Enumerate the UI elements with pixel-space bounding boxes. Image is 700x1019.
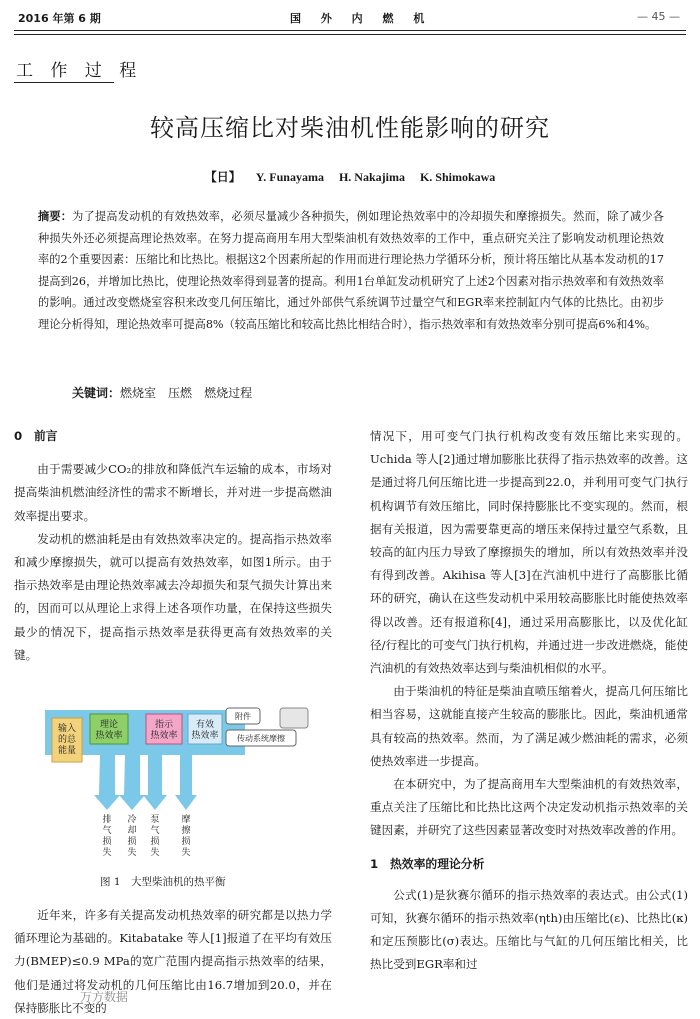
right-column [370, 425, 688, 977]
header-rule-thin [14, 34, 686, 35]
drivetrain-label: 传动系统摩擦 [237, 734, 285, 743]
left-column-lower [14, 904, 332, 1019]
indicated-line: 指示 [154, 720, 174, 730]
abstract-label: 摘要： [38, 210, 73, 223]
left-column-upper [14, 425, 332, 667]
keyword: 燃烧室 [120, 386, 157, 400]
keyword: 压燃 [168, 386, 193, 400]
watermark: 万方数据 [80, 990, 129, 1004]
paragraph: 公式(1)是狄赛尔循环的指示热效率的表达式。由公式(1)可知，狄赛尔循环的指示热效率(ηth)由压缩比(ε)、比热比(κ)和定压预膨比(σ)表达。压缩比与气缸的几何压缩比相关，比热比受到EGR率和过 [370, 887, 688, 972]
accessory-label: 附件 [235, 712, 251, 721]
section-label: 工 作 过 程 [16, 61, 143, 81]
loss-char: 却 [127, 826, 137, 836]
paragraph: 情况下，用可变气门执行机构改变有效压缩比来实现的。Uchida 等人[2]通过增加膨胀比获得了指示热效率的改善。这是通过将几何压缩比进一步提高到22.0，并利用可变气门执行机构调节有效压缩比，同时保持膨胀比不变实现的。然而，根据有关报道，因为需要靠更高的增压来保持过量空气系数，且较高的缸内压力导致了摩擦损失的增加，所以有效热效率并没有得到改善。Akihisa 等人[3]在汽油机中进行了高膨胀比循环的研究，确认在这些发动机中采用较高膨胀比时能使热效率得以改善。还有报道称[4]，通过采用高膨胀比，以及优化缸径/行程比的可变气门执行机构，并通过进一步改进燃烧，能使汽油机的有效热效率达到与柴油机相似的水平。 [370, 429, 688, 676]
paragraph: 在本研究中，为了提高商用车大型柴油机的有效热效率，重点关注了压缩比和比热比这两个决定发动机指示热效率的关键因素，并研究了这些因素显著改变时对热效率改善的作用。 [370, 777, 688, 838]
section-heading-intro: 0 前言 [14, 429, 58, 443]
effective-line: 有效 [195, 720, 215, 730]
loss-char: 失 [127, 848, 137, 858]
page-number: — 45 — [637, 10, 680, 23]
effective-line: 热效率 [191, 731, 219, 741]
abstract [38, 206, 664, 335]
keywords [72, 384, 252, 401]
loss-char: 气 [150, 826, 160, 836]
loss-arrow-pumping [143, 755, 167, 810]
paragraph: 近年来，许多有关提高发动机热效率的研究都是以热力学循环理论为基础的。Kitabatake 等人[1]报道了在平均有效压力(BMEP)≤0.9 MPa的宽广范围内提高指示热效率的结果，他们是通过将发动机的几何压缩比由16.7增加到20.0，并在保持膨胀比不变的 [14, 908, 332, 1015]
cooling-loss-label [127, 813, 136, 858]
abstract-text: 为了提高发动机的有效热效率，必须尽量减少各种损失，例如理论热效率中的冷却损失和摩擦损失。然而，除了减少各种损失外还必须提高理论热效率。在努力提高商用车用大型柴油机有效热效率的工作中，重点研究关注了影响发动机理论热效率的2个重要因素：压缩比和比热比。根据这2个因素所起的作用而进行理论热力学循环分析，预计将压缩比从基本发动机的17提高到26，并增加比热比，使理论热效率得到显著的提高。利用1台单缸发动机研究了上述2个因素对指示热效率和有效热效率的影响。通过改变燃烧室容积来改变几何压缩比，通过外部供气系统调节过量空气和EGR率来控制缸内气体的比热比。由初步理论分析得知，理论热效率可提高8%（较高压缩比和较高比热比相结合时），指示热效率和有效热效率分别可提高6%和4%。 [38, 210, 664, 331]
author-name: Y. Funayama [255, 170, 324, 184]
section-heading-theory: 1 热效率的理论分析 [370, 856, 485, 871]
author-name: H. Nakajima [338, 170, 405, 184]
heat-balance-figure [40, 700, 310, 860]
truck-icon [280, 708, 308, 728]
loss-char: 泵 [150, 815, 160, 825]
loss-char: 损 [102, 837, 112, 847]
paper-title: 较高压缩比对柴油机性能影响的研究 [150, 114, 550, 142]
theoretical-line: 理论 [99, 720, 119, 730]
loss-arrow-cooling [119, 755, 145, 810]
loss-char: 失 [150, 848, 160, 858]
input-energy-label [58, 722, 77, 756]
pumping-loss-label [150, 814, 159, 858]
loss-char: 摩 [181, 815, 191, 825]
loss-char: 排 [102, 815, 112, 825]
figure-caption: 图 1 大型柴油机的热平衡 [100, 876, 226, 888]
exhaust-loss-label [102, 813, 111, 858]
loss-char: 擦 [181, 826, 191, 836]
loss-arrow-friction [175, 755, 197, 810]
loss-char: 损 [127, 837, 137, 847]
input-energy-line: 的总 [57, 735, 77, 745]
loss-char: 损 [150, 837, 160, 847]
author-line [0, 168, 700, 185]
author-name: K. Shimokawa [419, 170, 496, 184]
issue-label: 2016 年第 6 期 [18, 12, 101, 25]
friction-loss-label [181, 813, 190, 858]
header-rule-thick [14, 30, 686, 31]
loss-char: 失 [181, 848, 191, 858]
author-country: 【日】 [204, 170, 241, 184]
section-rule [14, 82, 114, 83]
loss-char: 失 [102, 848, 112, 858]
input-energy-line: 能量 [57, 746, 77, 756]
keyword: 燃烧过程 [204, 386, 253, 400]
paragraph: 由于需要减少CO₂的排放和降低汽车运输的成本，市场对提高柴油机燃油经济性的需求不断增长，并对进一步提高燃油效率提出要求。 [14, 462, 332, 523]
page-header [0, 0, 700, 32]
loss-char: 损 [181, 837, 191, 847]
loss-char: 冷 [127, 815, 137, 825]
paragraph: 由于柴油机的特征是柴油直喷压缩着火，提高几何压缩比相当容易，这就能直接产生较高的膨胀比。因此，柴油机通常具有较高的热效率。然而，为了满足减少燃油耗的需求，必须使热效率进一步提高。 [370, 684, 688, 768]
input-energy-line: 输入 [57, 724, 77, 734]
keywords-label: 关键词： [72, 386, 121, 400]
loss-arrow-exhaust [94, 755, 120, 810]
loss-labels [102, 813, 190, 858]
loss-char: 气 [102, 826, 112, 836]
paragraph: 发动机的燃油耗是由有效热效率决定的。提高指示热效率和减少摩擦损失，就可以提高有效热效率，如图1所示。由于指示热效率是由理论热效率减去冷却损失和泵气损失计算出来的，因而可以从理论上求得上述各项作功量，在保持这些损失最少的情况下，提高指示热效率是获得更高有效热效率的关键。 [14, 531, 332, 662]
journal-name: 国 外 内 燃 机 [290, 12, 433, 25]
theoretical-line: 热效率 [95, 731, 123, 741]
indicated-line: 热效率 [150, 731, 178, 741]
